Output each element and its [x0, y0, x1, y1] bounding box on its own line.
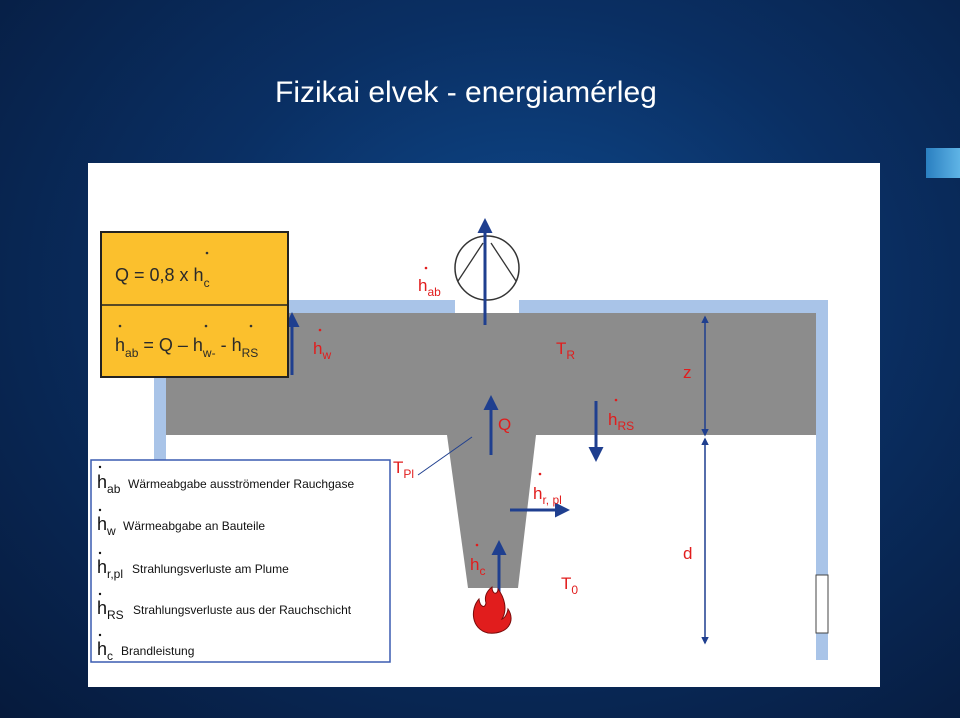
formula-line1: Q = 0,8 x $h_c$: [115, 265, 210, 290]
exhaust-fan-icon: [455, 236, 519, 300]
formula-box: [101, 232, 288, 377]
label-d: d: [683, 544, 693, 563]
slide-title: Fizikai elvek - energiamérleg: [275, 76, 657, 109]
legend-description: Strahlungsverluste am Plume: [132, 562, 289, 576]
label-h-r-pl: $h_{r, pl}$: [533, 484, 562, 507]
label-h-w: $h_w$: [313, 339, 332, 362]
label-h-ab: $h_{ab}$: [418, 276, 441, 299]
label-z: z: [683, 363, 692, 382]
label-t-0: $T_0$: [561, 574, 579, 597]
legend-description: Wärmeabgabe ausströmender Rauchgase: [128, 477, 355, 491]
formula-line2: $h_{ab} = Q - h_{w-} - h_{RS}$: [115, 335, 259, 360]
legend-symbol: $h_w$: [97, 514, 116, 538]
legend-description: Brandleistung: [121, 644, 195, 658]
legend-box: [91, 460, 390, 663]
door-opening: [816, 575, 828, 633]
legend-symbol: $h_{ab}$: [97, 472, 121, 496]
legend-description: Wärmeabgabe an Bauteile: [123, 519, 266, 533]
diagram-panel: [88, 163, 880, 687]
legend-description: Strahlungsverluste aus der Rauchschicht: [133, 603, 352, 617]
label-t-r: $T_R$: [556, 339, 576, 362]
label-h-rs: $h_{RS}$: [608, 410, 635, 433]
label-h-c: $h_c$: [470, 555, 486, 578]
legend-symbol: $h_c$: [97, 639, 114, 663]
decorative-tab: [926, 148, 960, 178]
label-q: Q: [498, 415, 512, 434]
energy-balance-diagram: [88, 163, 880, 687]
ceiling-opening: [455, 300, 519, 314]
legend-symbol: $h_{r,pl}$: [97, 557, 124, 581]
label-t-pl: $T_{Pl}$: [393, 458, 415, 481]
legend-symbol: $h_{RS}$: [97, 598, 124, 622]
